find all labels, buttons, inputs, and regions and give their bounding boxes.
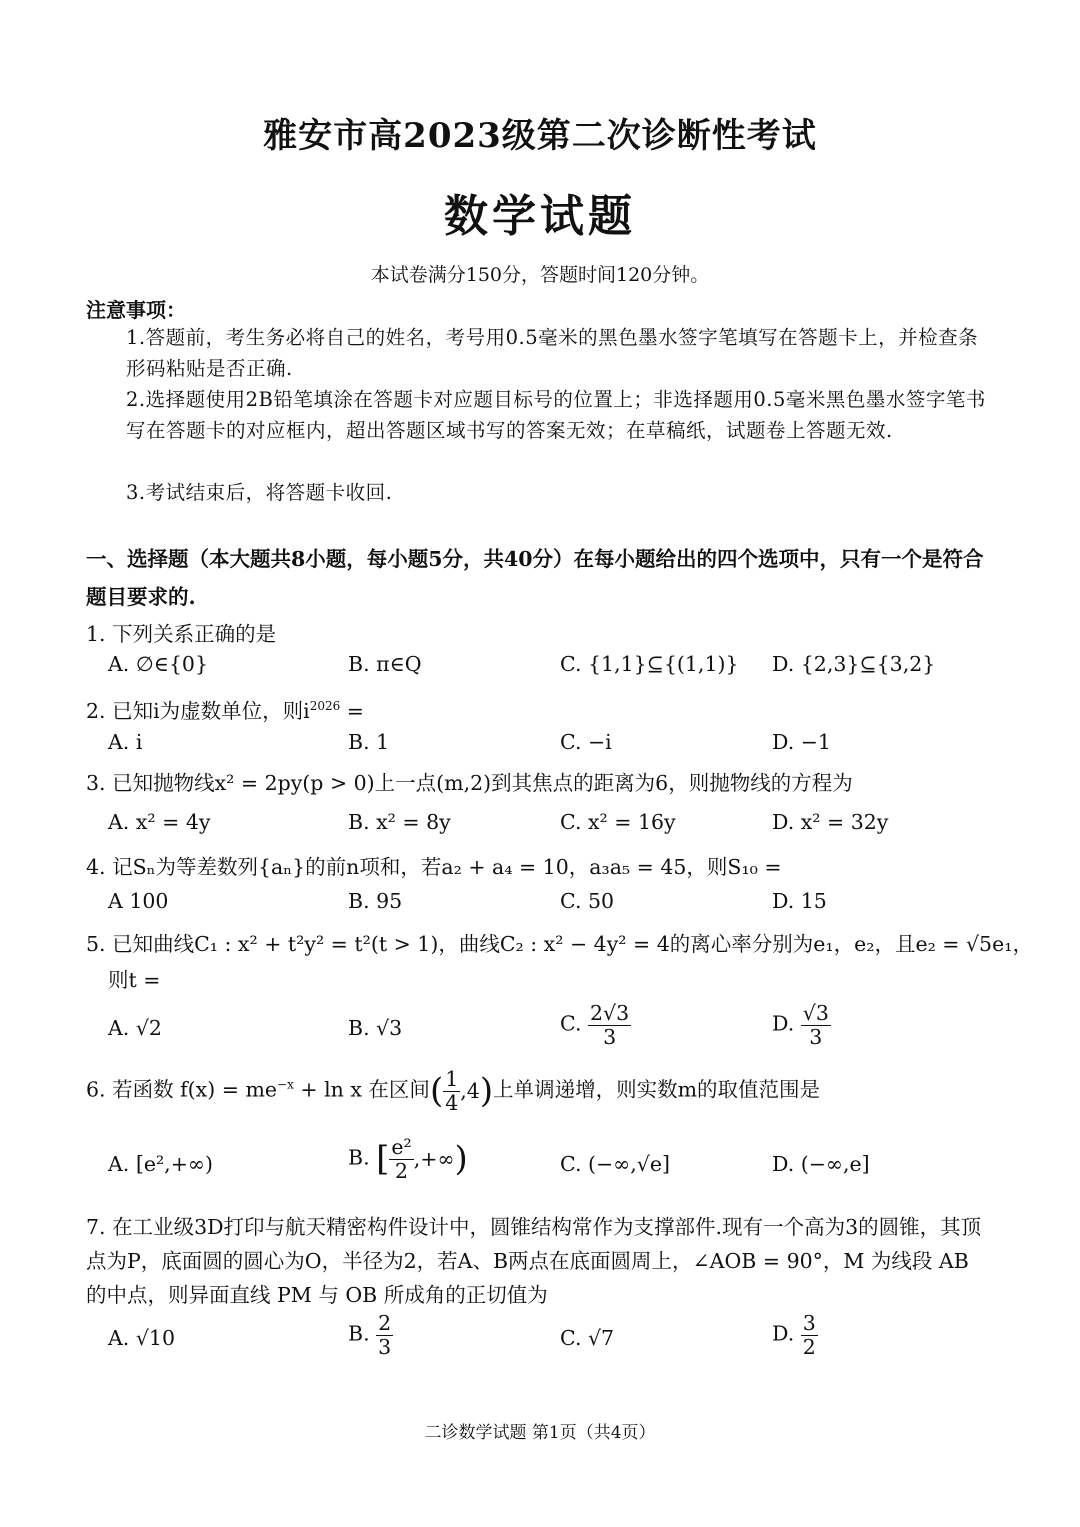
q7-option-a: A. √10 (108, 1326, 175, 1350)
q7-option-b-fraction (376, 1312, 393, 1358)
q4-option-a: A 100 (108, 889, 169, 913)
fraction-numerator: 2 (378, 1311, 392, 1335)
q2-option-a: A. i (108, 730, 143, 754)
question-6-stem: 6. 若函数 $f(x) = me^{-x} + \ln x$ 在区间( $\frac{1}{4}$ ,4)上单调递增，则实数m的取值范围是 (86, 1067, 821, 1115)
fraction-numerator: e² (391, 1135, 412, 1159)
q4-option-c: C. 50 (560, 889, 615, 913)
q6-option-b-label: B. (348, 1145, 370, 1170)
subject-title: 数学试题 (444, 191, 636, 242)
q2-exponent: 2026 (309, 699, 341, 714)
q1-option-c: C. {1,1}⊆{(1,1)} (560, 652, 739, 676)
q6-option-a: A. [e²,+∞) (108, 1152, 213, 1176)
notice-item-1: 1.答题前，考生务必将自己的姓名，考号用0.5毫米的黑色墨水签字笔填写在答题卡上，并检查条形码粘贴是否正确. (126, 326, 979, 380)
question-1-stem: 1. 下列关系正确的是 (86, 622, 277, 646)
fraction-denominator: 4 (445, 1090, 459, 1115)
q5-option-c-label: C. (560, 1011, 582, 1036)
q5-option-c-fraction (588, 1002, 631, 1048)
q6-option-c: C. (−∞,√e] (560, 1152, 670, 1176)
fraction-denominator: 2 (802, 1334, 816, 1359)
notice-heading: 注意事项： (86, 298, 186, 322)
q6-option-d: D. (−∞,e] (772, 1152, 870, 1176)
q6-exponent: −x (277, 1077, 294, 1092)
q4-option-b: B. 95 (348, 889, 403, 913)
question-5-stem-line2: 则t = (108, 968, 161, 992)
q2-option-c: C. −i (560, 730, 612, 754)
q5-option-d (772, 1002, 831, 1048)
q7-option-b (348, 1312, 393, 1358)
q6-stem-text: 6. 若函数 f(x) = me (86, 1077, 278, 1102)
q2-stem-tail: = (340, 699, 364, 723)
q2-stem-text: 2. 已知i为虚数单位，则i (86, 699, 310, 723)
q1-option-b: B. π∈Q (348, 652, 422, 676)
question-7-stem: 7. 在工业级3D打印与航天精密构件设计中，圆锥结构常作为支撑部件.现有一个高为3的圆锥，其顶点为P，底面圆的圆心为O，半径为2，若A、B两点在底面圆周上，∠AOB = 90°，M 为线段 AB 的中点，则异面直线 PM 与 OB 所成角的正切值为 (86, 1215, 982, 1307)
q3-option-a: A. x² = 4y (108, 810, 211, 834)
q4-option-d: D. 15 (772, 889, 827, 913)
q7-option-c: C. √7 (560, 1326, 615, 1350)
q7-option-d-fraction (801, 1312, 818, 1358)
q5-option-b: B. √3 (348, 1016, 403, 1040)
q2-option-b: B. 1 (348, 730, 390, 754)
q6-stem-mid: + ln x 在区间 (293, 1077, 430, 1102)
q3-option-c: C. x² = 16y (560, 810, 676, 834)
q7-option-d (772, 1312, 818, 1358)
question-3-stem: 3. 已知抛物线x² = 2py(p > 0)上一点(m,2)到其焦点的距离为6，则抛物线的方程为 (86, 771, 853, 795)
q6-option-b: B. [ $\frac{\text{e²}}{2}$ ,+∞) (348, 1135, 468, 1183)
q6-option-b-fraction (389, 1136, 413, 1182)
q1-option-d: D. {2,3}⊆{3,2} (772, 652, 936, 676)
q1-option-a: A. ∅∈{0} (108, 652, 208, 676)
fraction-numerator: √3 (802, 1001, 829, 1025)
exam-meta: 本试卷满分150分，答题时间120分钟。 (370, 264, 710, 286)
q6-interval-fraction (443, 1068, 460, 1114)
q3-option-d: D. x² = 32y (772, 810, 889, 834)
question-2-stem (86, 694, 364, 724)
notice-item-2: 2.选择题使用2B铅笔填涂在答题卡对应题目标号的位置上；非选择题用0.5毫米黑色墨水签字笔书写在答题卡的对应框内，超出答题区域书写的答案无效；在草稿纸，试题卷上答题无效. (126, 388, 986, 442)
fraction-denominator: 3 (378, 1334, 392, 1359)
q6-stem-tail: 上单调递增，则实数m的取值范围是 (493, 1077, 821, 1102)
q5-option-c (560, 1002, 631, 1048)
q5-option-d-fraction (801, 1002, 831, 1048)
fraction-denominator: 3 (809, 1024, 823, 1049)
question-4-stem: 4. 记Sₙ为等差数列{aₙ}的前n项和，若a₂ + a₄ = 10，a₃a₅ = 45，则S₁₀ = (86, 855, 782, 879)
exam-title: 雅安市高2023级第二次诊断性考试 (263, 116, 817, 156)
fraction-denominator: 3 (603, 1024, 617, 1049)
q7-option-d-label: D. (772, 1321, 795, 1346)
fraction-denominator: 2 (395, 1158, 409, 1183)
q5-option-d-label: D. (772, 1011, 795, 1036)
q5-option-a: A. √2 (108, 1016, 162, 1040)
fraction-numerator: 2√3 (590, 1001, 630, 1025)
notice-item-3: 3.考试结束后，将答题卡收回. (126, 481, 393, 504)
q3-option-b: B. x² = 8y (348, 810, 451, 834)
fraction-numerator: 1 (445, 1067, 459, 1091)
page-footer: 二诊数学试题 第1页（共4页） (424, 1423, 656, 1443)
section-heading: 一、选择题（本大题共8小题，每小题5分，共40分）在每小题给出的四个选项中，只有一个是符合题目要求的. (86, 547, 984, 609)
q2-option-d: D. −1 (772, 730, 831, 754)
question-5-stem: 5. 已知曲线C₁ : x² + t²y² = t²(t > 1)，曲线C₂ : x² − 4y² = 4的离心率分别为e₁，e₂，且e₂ = √5e₁， (86, 932, 1033, 956)
q7-option-b-label: B. (348, 1321, 370, 1346)
fraction-numerator: 3 (802, 1311, 816, 1335)
